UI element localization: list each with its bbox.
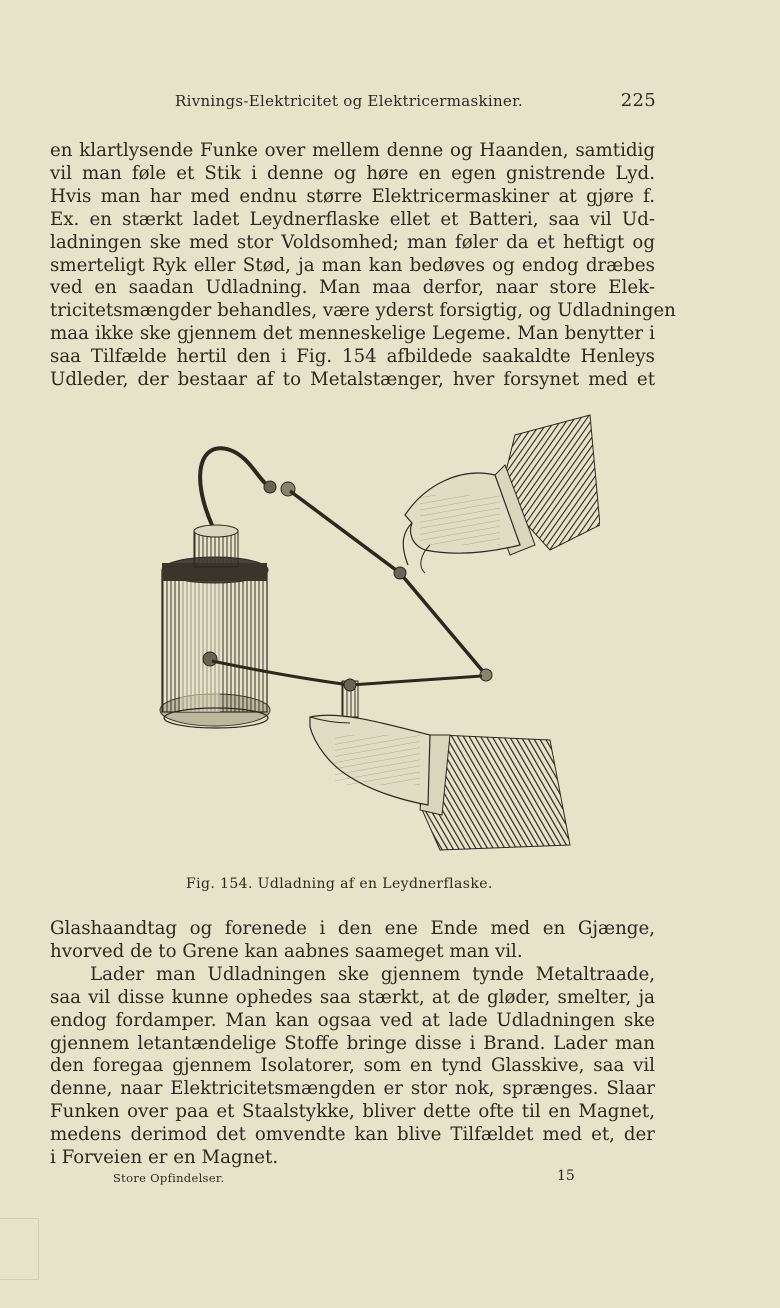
- text-line: endog fordamper. Man kan ogsaa ved at lade Udladningen ske: [50, 1009, 655, 1031]
- text-line: maa ikke ske gjennem det menneskelige Legeme. Man benytter i: [50, 323, 655, 345]
- figure-leyden-jar-discharge: [150, 405, 600, 860]
- text-line: saa vil disse kunne ophedes saa stærkt, at de gløder, smelter, ja: [50, 986, 655, 1008]
- text-line: Ex. en stærkt ladet Leydnerflaske ellet et Batteri, saa vil Ud-: [50, 208, 655, 230]
- upper-hand: [403, 415, 600, 573]
- text-line: tricitetsmængder behandles, være yderst forsigtig, og Udladningen: [50, 300, 676, 322]
- text-line: Lader man Udladningen ske gjennem tynde Metaltraade,: [90, 963, 655, 985]
- sheet-number: 15: [557, 1168, 575, 1184]
- page-number: 225: [620, 90, 656, 111]
- text-line: Hvis man har med endnu større Elektricermaskiner at gjøre f.: [50, 185, 655, 207]
- text-line: ladningen ske med stor Voldsomhed; man føler da et heftigt og: [50, 231, 655, 253]
- paragraph-2: [50, 918, 655, 1170]
- running-title: Rivnings-Elektricitet og Elektricermaskiner.: [175, 92, 523, 110]
- text-line: vil man føle et Stik i denne og høre en egen gnistrende Lyd.: [50, 162, 655, 184]
- text-line: denne, naar Elektricitetsmængden er stor nok, sprænges. Slaar: [50, 1078, 655, 1100]
- text-line: Glashaandtag og forenede i den ene Ende med en Gjænge,: [50, 918, 655, 939]
- page-corner-mark: [0, 1218, 39, 1280]
- lower-hand: [310, 715, 570, 850]
- text-line: ved en saadan Udladning. Man maa derfor, naar store Elek-: [50, 277, 655, 299]
- text-line: saa Tilfælde hertil den i Fig. 154 afbildede saakaldte Henleys: [50, 346, 655, 368]
- paragraph-1: [50, 140, 676, 392]
- leyden-jar: [160, 525, 270, 728]
- engraving-illustration: [150, 405, 600, 860]
- text-line: medens derimod det omvendte kan blive Tilfældet med et, der: [50, 1124, 655, 1146]
- text-line: Udleder, der bestaar af to Metalstænger, hver forsynet med et: [50, 369, 655, 391]
- text-line: en klartlysende Funke over mellem denne og Haanden, samtidig: [50, 140, 655, 161]
- text-line: i Forveien er en Magnet.: [50, 1147, 279, 1169]
- figure-caption: Fig. 154. Udladning af en Leydnerflaske.: [186, 876, 493, 892]
- signature-mark: Store Opfindelser.: [113, 1171, 225, 1185]
- text-line: gjennem letantændelige Stoffe bringe disse i Brand. Lader man: [50, 1032, 655, 1054]
- text-line: den foregaa gjennem Isolatorer, som en tynd Glasskive, saa vil: [50, 1055, 655, 1077]
- text-line: hvorved de to Grene kan aabnes saameget man vil.: [50, 940, 523, 962]
- running-header: [160, 92, 656, 114]
- text-line: smerteligt Ryk eller Stød, ja man kan bedøves og endog dræbes: [50, 254, 655, 276]
- text-line: Funken over paa et Staalstykke, bliver dette ofte til en Magnet,: [50, 1101, 655, 1123]
